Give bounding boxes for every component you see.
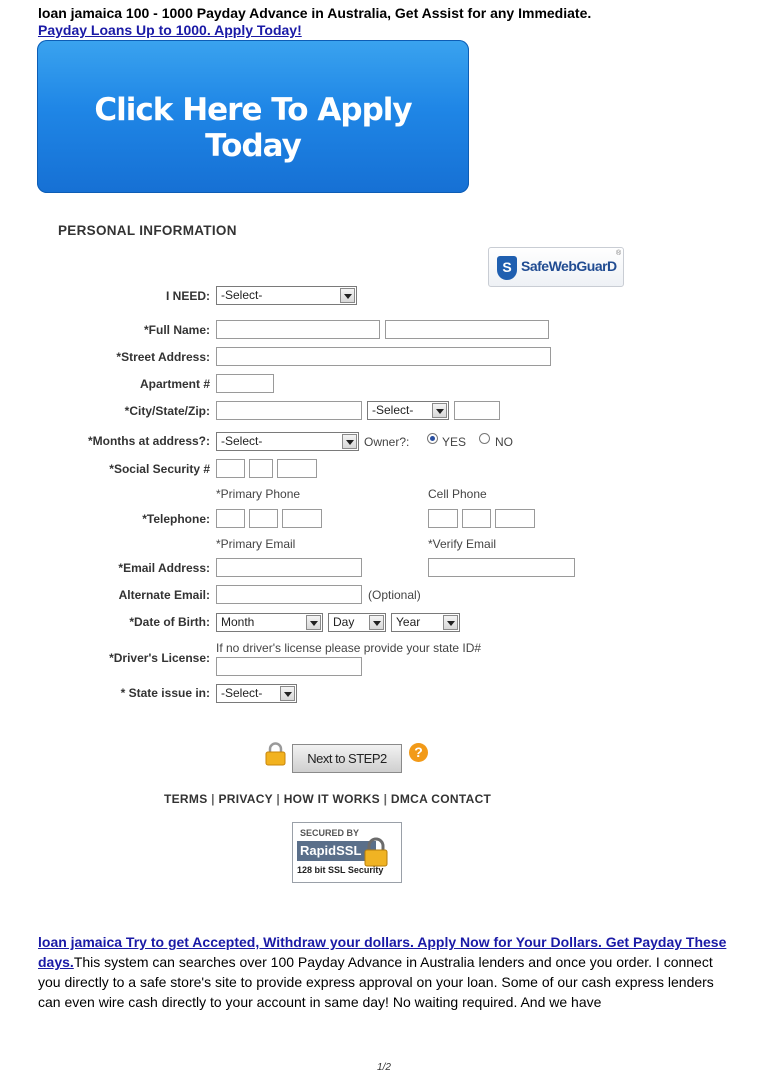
owner-yes-radio[interactable]	[427, 433, 438, 444]
state-select[interactable]	[367, 401, 449, 420]
need-label: I NEED:	[165, 289, 210, 303]
license-input[interactable]	[216, 657, 362, 676]
page-title: loan jamaica 100 - 1000 Payday Advance in Australia, Get Assist for any Immediate.	[38, 5, 592, 21]
primary-phone-caption: *Primary Phone	[216, 487, 301, 501]
dob-year-value: Year	[396, 615, 421, 629]
lock-icon	[265, 742, 286, 766]
cell-phone-caption: Cell Phone	[428, 487, 487, 501]
help-icon[interactable]: ?	[409, 743, 428, 762]
shield-icon: S	[497, 256, 517, 280]
section-heading: PERSONAL INFORMATION	[58, 223, 237, 238]
footer-separator: |	[211, 792, 219, 806]
full-name-label: *Full Name:	[143, 323, 210, 337]
chevron-down-icon	[432, 403, 447, 418]
alt-email-label: Alternate Email:	[118, 588, 210, 602]
footer-separator: |	[276, 792, 284, 806]
cell-phone-area-input[interactable]	[428, 509, 458, 528]
cell-phone-prefix-input[interactable]	[462, 509, 491, 528]
need-select[interactable]	[216, 286, 357, 305]
last-name-input[interactable]	[385, 320, 549, 339]
owner-no-radio[interactable]	[479, 433, 490, 444]
state-issue-value: -Select-	[221, 686, 263, 700]
alt-email-input[interactable]	[216, 585, 362, 604]
privacy-link[interactable]: PRIVACY	[218, 792, 273, 806]
chevron-down-icon	[280, 686, 295, 701]
state-issue-label: * State issue in:	[120, 686, 210, 700]
primary-phone-area-input[interactable]	[216, 509, 245, 528]
ssl-secured-by: SECURED BY	[300, 828, 360, 838]
terms-link[interactable]: TERMS	[164, 792, 208, 806]
apply-banner-label: Click Here To Apply Today	[94, 92, 412, 164]
dob-label: *Date of Birth:	[129, 615, 210, 629]
page-number: 1/2	[377, 1062, 391, 1073]
cell-phone-line-input[interactable]	[495, 509, 535, 528]
apartment-label: Apartment #	[139, 377, 210, 391]
months-select[interactable]	[216, 432, 359, 451]
next-step-button[interactable]: Next to STEP2	[292, 744, 402, 773]
zip-input[interactable]	[454, 401, 500, 420]
street-input[interactable]	[216, 347, 551, 366]
dob-month-value: Month	[221, 615, 255, 629]
need-select-value: -Select-	[221, 288, 263, 302]
footer-links	[164, 792, 491, 806]
chevron-down-icon	[340, 288, 355, 303]
license-label: *Driver's License:	[109, 651, 210, 665]
ssl-bits: 128 bit SSL Security	[297, 865, 384, 875]
months-label: *Months at address?:	[87, 434, 210, 448]
telephone-label: *Telephone:	[142, 512, 210, 526]
apply-link[interactable]: Payday Loans Up to 1000. Apply Today!	[38, 22, 302, 38]
dob-day-value: Day	[333, 615, 355, 629]
primary-phone-line-input[interactable]	[282, 509, 322, 528]
apply-banner-button[interactable]	[37, 40, 469, 193]
primary-email-caption: *Primary Email	[216, 537, 296, 551]
city-state-zip-label: *City/State/Zip:	[124, 404, 210, 418]
how-it-works-link[interactable]: HOW IT WORKS	[283, 792, 380, 806]
padlock-icon	[361, 837, 391, 867]
chevron-down-icon	[342, 434, 357, 449]
body-paragraph	[38, 932, 728, 1012]
dob-year-select[interactable]	[391, 613, 460, 632]
rapidssl-badge	[292, 822, 402, 883]
apply-now-link[interactable]: loan jamaica Try to get Accepted, Withdraw your dollars. Apply Now for Your Dollars. Get Payday These days.	[38, 934, 727, 970]
footer-separator: |	[383, 792, 391, 806]
verify-email-input[interactable]	[428, 558, 575, 577]
first-name-input[interactable]	[216, 320, 380, 339]
ssn-part3-input[interactable]	[277, 459, 317, 478]
owner-no-label: NO	[495, 435, 513, 449]
safewebguard-badge	[488, 247, 624, 287]
owner-label: Owner?:	[364, 435, 410, 449]
ssn-part1-input[interactable]	[216, 459, 245, 478]
registered-mark: ®	[616, 250, 622, 257]
dmca-contact-link[interactable]: DMCA CONTACT	[390, 792, 492, 806]
city-input[interactable]	[216, 401, 362, 420]
primary-phone-prefix-input[interactable]	[249, 509, 278, 528]
ssn-part2-input[interactable]	[249, 459, 273, 478]
months-select-value: -Select-	[221, 434, 263, 448]
ssl-brand: RapidSSL	[297, 841, 376, 861]
license-note: If no driver's license please provide your state ID#	[216, 641, 482, 655]
body-text: This system can searches over 100 Payday Advance in Australia lenders and once you order. I connect you directly to a safe store's site to provide express approval on your loan. Some of our cash express lenders can even wire cash directly to your account in same day! No waiting required. And we have	[38, 954, 714, 1010]
apartment-input[interactable]	[216, 374, 274, 393]
ssn-label: *Social Security #	[109, 462, 210, 476]
chevron-down-icon	[369, 615, 384, 630]
safewebguard-logo-text: SafeWebGuarD	[521, 258, 617, 274]
state-issue-select[interactable]	[216, 684, 297, 703]
state-select-value: -Select-	[372, 403, 414, 417]
chevron-down-icon	[306, 615, 321, 630]
email-input[interactable]	[216, 558, 362, 577]
owner-yes-label: YES	[442, 435, 467, 449]
dob-month-select[interactable]	[216, 613, 323, 632]
optional-note: (Optional)	[368, 588, 421, 602]
email-label: *Email Address:	[118, 561, 210, 575]
dob-day-select[interactable]	[328, 613, 386, 632]
street-label: *Street Address:	[116, 350, 210, 364]
verify-email-caption: *Verify Email	[428, 537, 497, 551]
chevron-down-icon	[443, 615, 458, 630]
